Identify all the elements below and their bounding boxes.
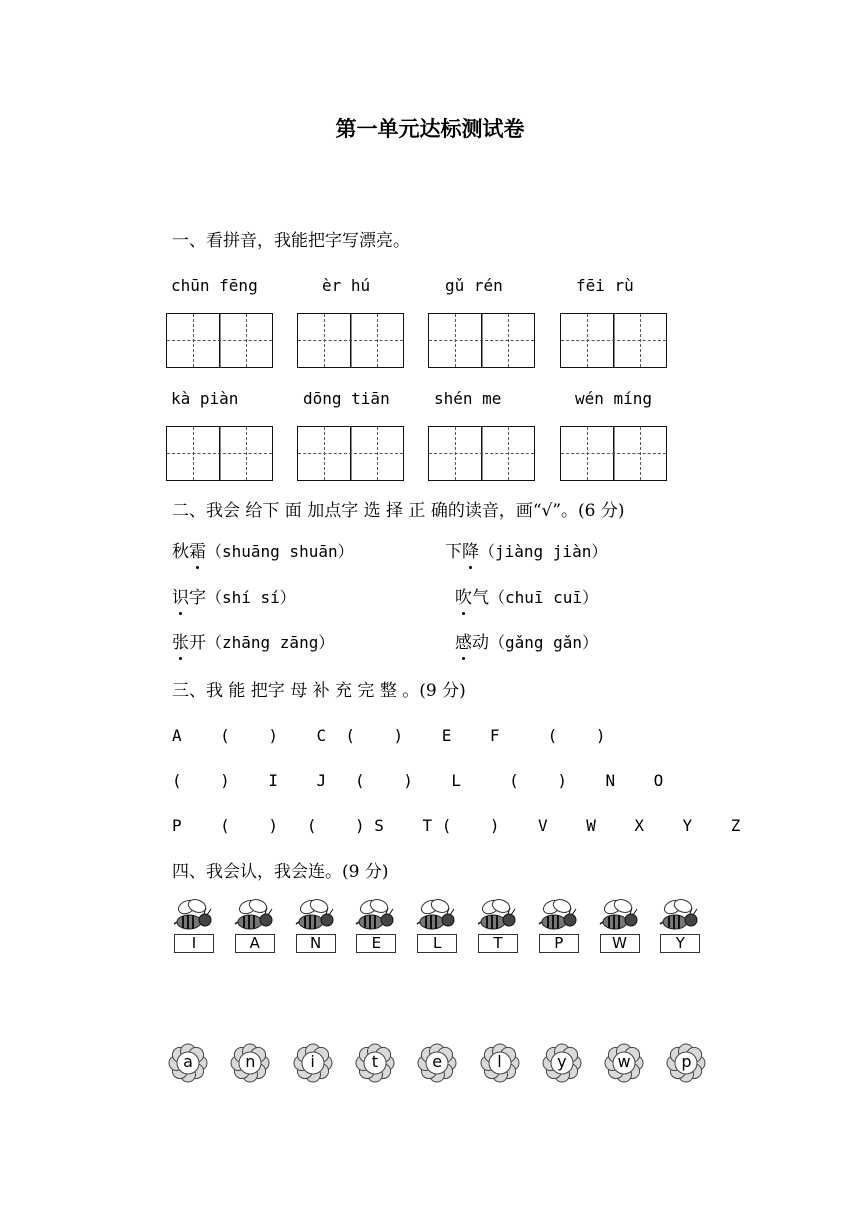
writing-grid[interactable] xyxy=(166,313,273,368)
bee-letter: Y xyxy=(660,934,700,953)
pinyin-2-1: kà piàn xyxy=(171,389,239,408)
reading-options: （chuī cuī） xyxy=(489,588,599,607)
flower-letter: p xyxy=(681,1052,692,1071)
alphabet-line-2[interactable]: ( ) I J ( ) L ( ) N O xyxy=(172,771,664,790)
reading-item[interactable] xyxy=(455,631,598,655)
bee-icon xyxy=(295,898,337,936)
flower-card[interactable] xyxy=(168,1043,208,1083)
bee-card[interactable] xyxy=(538,898,580,954)
alphabet-line-3[interactable]: P ( ) ( ) S T ( ) V W X Y Z xyxy=(172,816,741,835)
flower-card[interactable] xyxy=(604,1043,644,1083)
flower-letter: t xyxy=(371,1052,379,1071)
flower-card[interactable] xyxy=(293,1043,333,1083)
reading-options: （zhāng zāng） xyxy=(206,633,335,652)
pinyin-2-2: dōng tiān xyxy=(303,389,390,408)
writing-grid[interactable] xyxy=(166,426,273,481)
pinyin-2-4: wén míng xyxy=(575,389,653,408)
bee-card[interactable] xyxy=(416,898,458,954)
pinyin-1-2: èr hú xyxy=(322,276,371,295)
bee-card[interactable] xyxy=(173,898,215,954)
bee-letter: E xyxy=(356,934,396,953)
bee-letter: L xyxy=(417,934,457,953)
dotted-char: 感 xyxy=(455,633,472,653)
reading-item[interactable] xyxy=(172,631,334,655)
bee-icon xyxy=(599,898,641,936)
bee-card[interactable] xyxy=(234,898,276,954)
bee-card[interactable] xyxy=(599,898,641,954)
bee-icon xyxy=(659,898,701,936)
flower-letter: l xyxy=(497,1052,502,1071)
pinyin-1-1: chūn fēng xyxy=(171,276,258,295)
section2-heading: 二、我会 给下 面 加点字 选 择 正 确的读音，画“√”。(6 分) xyxy=(172,501,625,521)
flower-card[interactable] xyxy=(230,1043,270,1083)
reading-item[interactable] xyxy=(445,540,607,564)
pinyin-1-4: fēi rù xyxy=(576,276,634,295)
flower-letter: n xyxy=(245,1052,256,1071)
item-char: 气 xyxy=(472,588,489,608)
reading-item[interactable] xyxy=(455,586,598,610)
dotted-char: 霜 xyxy=(189,542,206,562)
reading-options: （shí sí） xyxy=(206,588,296,607)
page-title: 第一单元达标测试卷 xyxy=(335,117,525,141)
dotted-char: 张 xyxy=(172,633,189,653)
bee-letter: I xyxy=(174,934,214,953)
bee-icon xyxy=(477,898,519,936)
bee-icon xyxy=(355,898,397,936)
bee-icon xyxy=(234,898,276,936)
bee-icon xyxy=(416,898,458,936)
flower-letter: w xyxy=(617,1052,631,1071)
section1-heading: 一、看拼音，我能把字写漂亮。 xyxy=(172,231,410,251)
item-char: 下 xyxy=(445,542,462,562)
alphabet-line-1[interactable]: A ( ) C ( ) E F ( ) xyxy=(172,726,606,745)
reading-options: （gǎng gǎn） xyxy=(489,633,599,652)
bee-card[interactable] xyxy=(295,898,337,954)
bee-letter: N xyxy=(296,934,336,953)
flower-letter: a xyxy=(183,1052,193,1071)
flower-card[interactable] xyxy=(542,1043,582,1083)
flower-card[interactable] xyxy=(417,1043,457,1083)
bee-letter: T xyxy=(478,934,518,953)
bee-card[interactable] xyxy=(477,898,519,954)
writing-grid[interactable] xyxy=(560,313,667,368)
flower-letter: i xyxy=(310,1052,315,1071)
writing-grid[interactable] xyxy=(560,426,667,481)
section3-heading: 三、我 能 把字 母 补 充 完 整 。(9 分) xyxy=(172,681,466,701)
reading-item[interactable] xyxy=(172,540,354,564)
bee-icon xyxy=(538,898,580,936)
pinyin-1-3: gǔ rén xyxy=(445,276,503,295)
item-char: 动 xyxy=(472,633,489,653)
item-char: 开 xyxy=(189,633,206,653)
reading-options: （jiàng jiàn） xyxy=(479,542,608,561)
bee-letter: W xyxy=(600,934,640,953)
bee-card[interactable] xyxy=(659,898,701,954)
reading-options: （shuāng shuān） xyxy=(206,542,354,561)
writing-grid[interactable] xyxy=(297,426,404,481)
flower-card[interactable] xyxy=(355,1043,395,1083)
writing-grid[interactable] xyxy=(428,426,535,481)
section4-heading: 四、我会认，我会连。(9 分) xyxy=(172,862,389,882)
dotted-char: 降 xyxy=(462,542,479,562)
dotted-char: 吹 xyxy=(455,588,472,608)
reading-item[interactable] xyxy=(172,586,296,610)
bee-card[interactable] xyxy=(355,898,397,954)
pinyin-2-3: shén me xyxy=(434,389,502,408)
flower-card[interactable] xyxy=(480,1043,520,1083)
flower-letter: e xyxy=(432,1052,443,1071)
writing-grid[interactable] xyxy=(297,313,404,368)
dotted-char: 识 xyxy=(172,588,189,608)
bee-icon xyxy=(173,898,215,936)
flower-card[interactable] xyxy=(666,1043,706,1083)
bee-letter: P xyxy=(539,934,579,953)
item-char: 字 xyxy=(189,588,206,608)
bee-letter: A xyxy=(235,934,275,953)
item-char: 秋 xyxy=(172,542,189,562)
flower-letter: y xyxy=(557,1052,567,1071)
writing-grid[interactable] xyxy=(428,313,535,368)
